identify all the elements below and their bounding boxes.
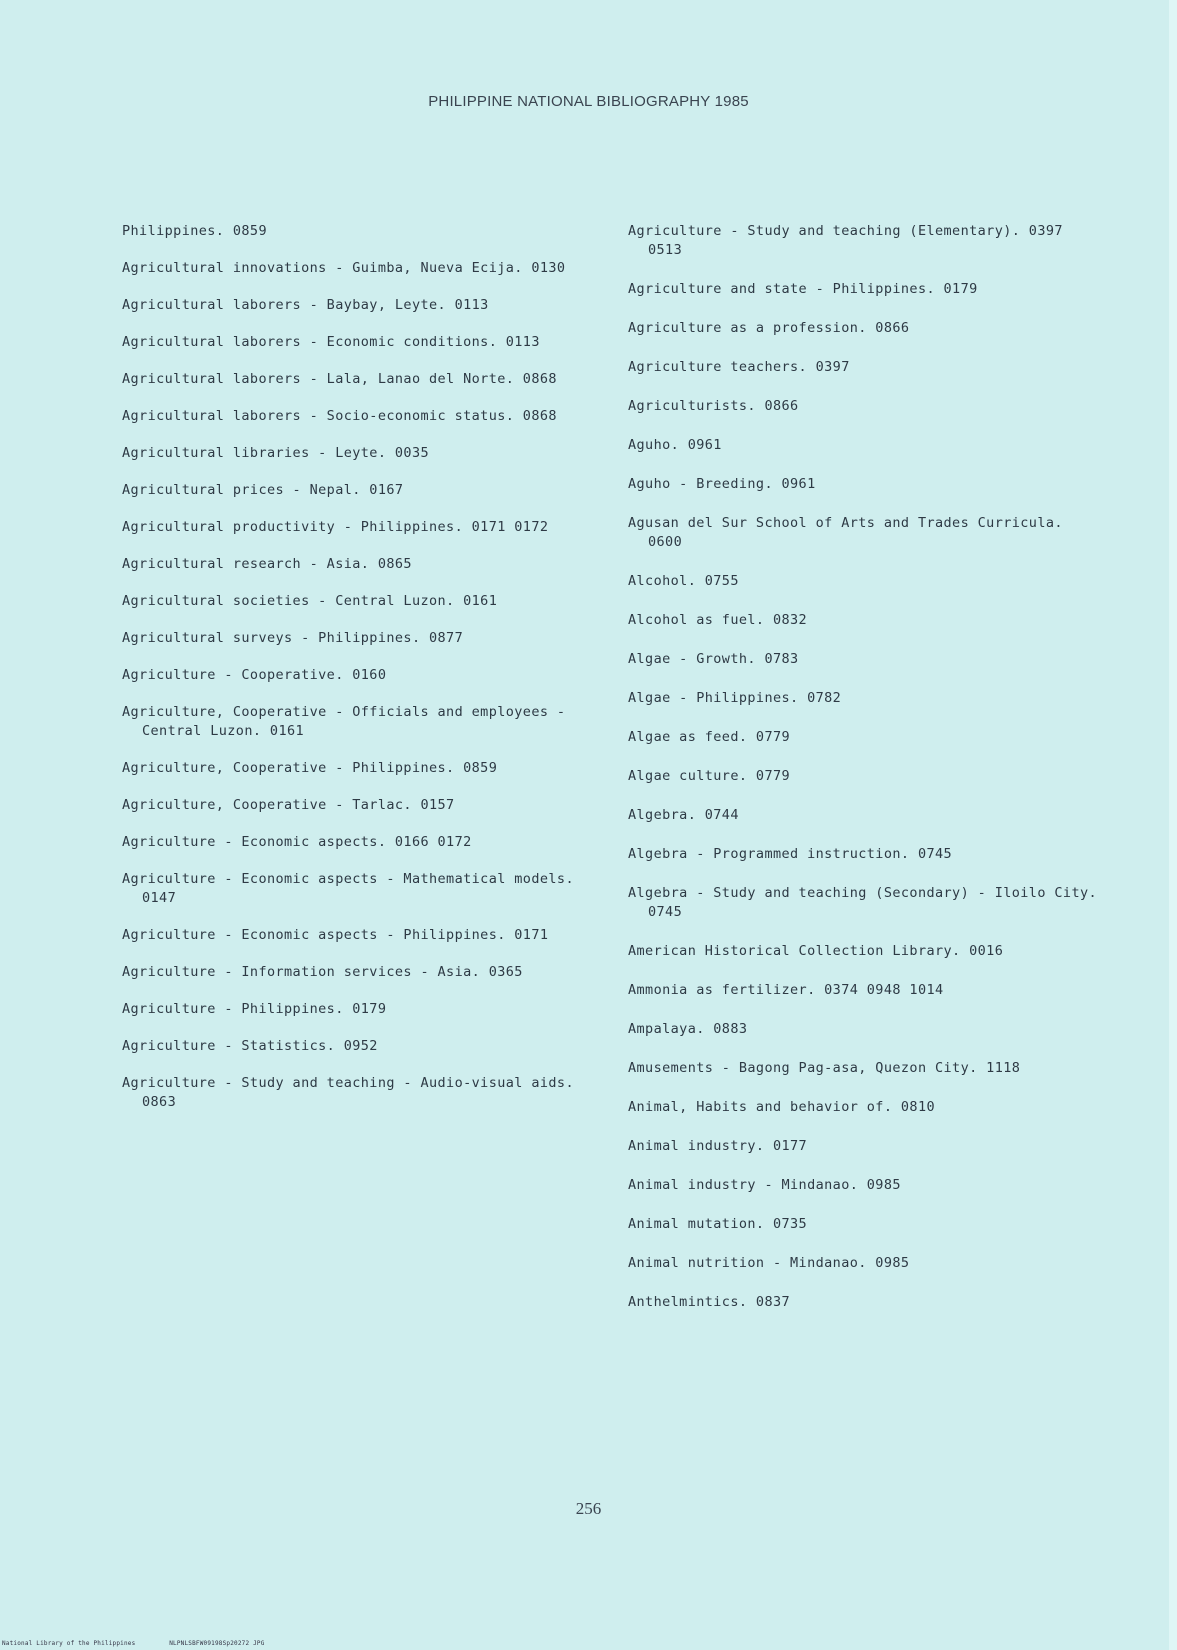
index-entry: Ammonia as fertilizer. 0374 0948 1014 — [628, 982, 944, 998]
footer-library: National Library of the Philippines — [2, 1640, 136, 1647]
index-entry: American Historical Collection Library. 0016 — [628, 943, 1004, 959]
index-entry: Aguho - Breeding. 0961 — [628, 476, 816, 492]
index-entry: Agricultural libraries - Leyte. 0035 — [122, 445, 429, 461]
index-entry: Amusements - Bagong Pag-asa, Quezon City. 1118 — [628, 1060, 1021, 1076]
index-entry: Animal mutation. 0735 — [628, 1216, 808, 1232]
index-entry: Agriculture - Economic aspects - Mathematical models. 0147 — [122, 871, 574, 906]
page-edge — [1169, 0, 1177, 1650]
index-entry: Agricultural research - Asia. 0865 — [122, 556, 412, 572]
index-entry: Agriculture - Statistics. 0952 — [122, 1038, 378, 1054]
index-entry: Algae as feed. 0779 — [628, 729, 791, 745]
index-entry: Agricultural laborers - Economic conditions. 0113 — [122, 334, 540, 350]
page-number: 256 — [575, 1499, 602, 1518]
index-entry: Animal industry - Mindanao. 0985 — [628, 1177, 901, 1193]
index-entry: Agriculture - Philippines. 0179 — [122, 1001, 387, 1017]
index-entry: Agricultural societies - Central Luzon. 0161 — [122, 593, 498, 609]
index-entry: Aguho. 0961 — [628, 437, 722, 453]
index-entry: Agriculture and state - Philippines. 0179 — [628, 281, 978, 297]
index-entry: Agricultural laborers - Lala, Lanao del Norte. 0868 — [122, 371, 557, 387]
footer-file: NLPNLSBFW09198Sp20272 JPG — [169, 1640, 265, 1647]
index-entry: Agriculture - Economic aspects - Philippines. 0171 — [122, 927, 549, 943]
index-entry: Philippines. 0859 — [122, 223, 267, 239]
index-entry: Agriculture as a profession. 0866 — [628, 320, 910, 336]
index-entry: Algae - Philippines. 0782 — [628, 690, 842, 706]
index-entry: Animal nutrition - Mindanao. 0985 — [628, 1255, 910, 1271]
page-header: PHILIPPINE NATIONAL BIBLIOGRAPHY 1985 — [428, 93, 749, 110]
index-entry: Agricultural prices - Nepal. 0167 — [122, 482, 404, 498]
right-column — [628, 222, 1098, 1332]
index-entry: Algae - Growth. 0783 — [628, 651, 799, 667]
index-entry: Alcohol as fuel. 0832 — [628, 612, 808, 628]
index-entry: Algebra - Programmed instruction. 0745 — [628, 846, 953, 862]
index-entry: Animal industry. 0177 — [628, 1138, 808, 1154]
index-entry: Anthelmintics. 0837 — [628, 1294, 791, 1310]
index-entry: Agriculture - Information services - Asia. 0365 — [122, 964, 523, 980]
index-entry: Agriculture - Study and teaching (Elementary). 0397 0513 — [628, 223, 1063, 258]
index-entry: Agriculture, Cooperative - Officials and employees - Central Luzon. 0161 — [122, 704, 566, 739]
index-entry: Agriculture - Economic aspects. 0166 0172 — [122, 834, 472, 850]
index-entry: Agriculturists. 0866 — [628, 398, 799, 414]
index-entry: Algebra - Study and teaching (Secondary) - Iloilo City. 0745 — [628, 885, 1098, 920]
index-entry: Animal, Habits and behavior of. 0810 — [628, 1099, 935, 1115]
index-entry: Agricultural productivity - Philippines. 0171 0172 — [122, 519, 549, 535]
index-entry: Agusan del Sur School of Arts and Trades Curricula. 0600 — [628, 515, 1063, 550]
index-entry: Agriculture - Study and teaching - Audio-visual aids. 0863 — [122, 1075, 574, 1110]
index-entry: Agricultural laborers - Baybay, Leyte. 0113 — [122, 297, 489, 313]
index-entry: Algebra. 0744 — [628, 807, 739, 823]
index-entry: Agriculture teachers. 0397 — [628, 359, 850, 375]
index-entry: Ampalaya. 0883 — [628, 1021, 748, 1037]
index-entry: Agriculture, Cooperative - Tarlac. 0157 — [122, 797, 455, 813]
index-entry: Agriculture, Cooperative - Philippines. 0859 — [122, 760, 498, 776]
index-entry: Agricultural innovations - Guimba, Nueva Ecija. 0130 — [122, 260, 566, 276]
index-entry: Alcohol. 0755 — [628, 573, 739, 589]
index-entry: Agricultural surveys - Philippines. 0877 — [122, 630, 464, 646]
index-entry: Algae culture. 0779 — [628, 768, 791, 784]
index-entry: Agricultural laborers - Socio-economic status. 0868 — [122, 408, 557, 424]
scan-footer — [2, 1640, 295, 1647]
index-entry: Agriculture - Cooperative. 0160 — [122, 667, 387, 683]
left-column — [122, 222, 592, 1130]
